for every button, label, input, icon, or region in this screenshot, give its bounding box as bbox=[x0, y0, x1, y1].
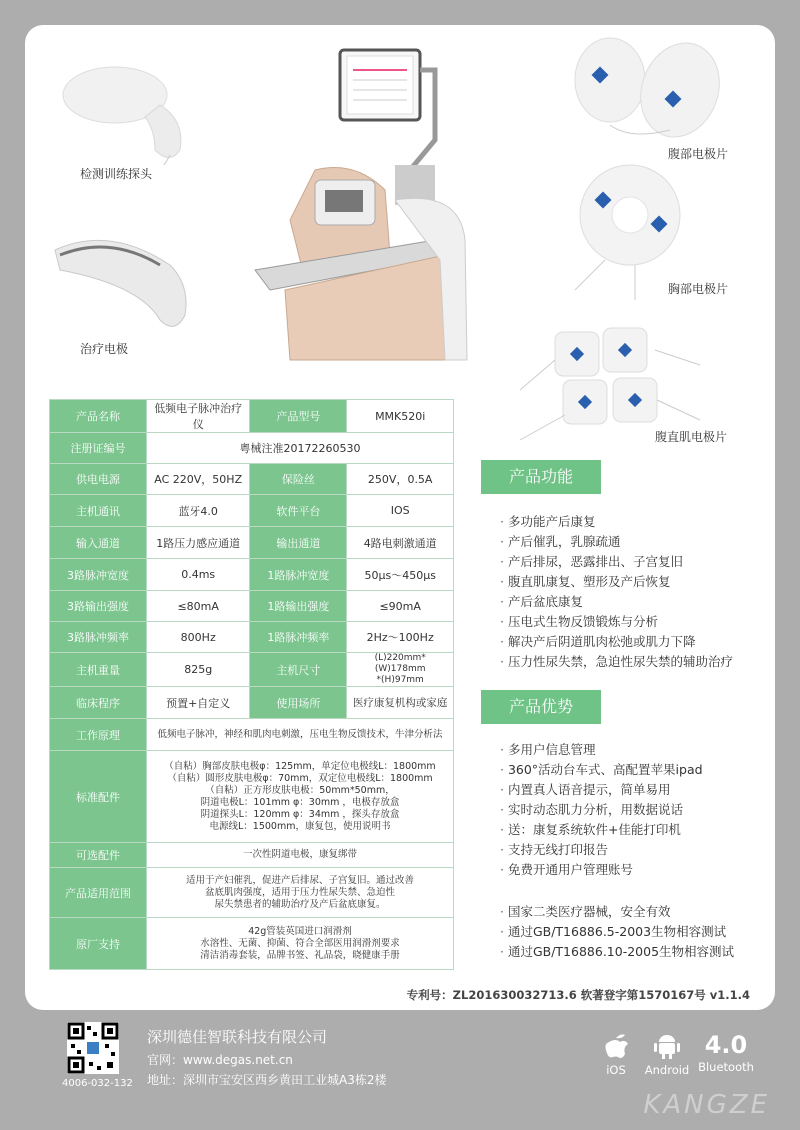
spec-value: AC 220V，50HZ bbox=[147, 464, 250, 495]
spec-label: 使用场所 bbox=[250, 687, 347, 719]
abdomen-pad-label: 腹部电极片 bbox=[668, 147, 729, 161]
list-item: · 腹直肌康复、塑形及产后恢复 bbox=[500, 572, 733, 592]
list-item: · 360°活动台车式、高配置苹果ipad bbox=[500, 760, 703, 780]
spec-value: 800Hz bbox=[147, 622, 250, 653]
list-item: · 压电式生物反馈锻炼与分析 bbox=[500, 612, 733, 632]
spec-value bbox=[147, 751, 454, 843]
address: 地址：深圳市宝安区西乡黄田工业城A3栋2楼 bbox=[147, 1073, 387, 1087]
spec-row bbox=[50, 622, 454, 653]
list-item: · 产后排尿，恶露排出、子宫复旧 bbox=[500, 552, 733, 572]
size-line: *(H)97mm bbox=[376, 675, 424, 685]
spec-label: 标准配件 bbox=[50, 751, 147, 843]
electrode-label: 治疗电极 bbox=[80, 342, 129, 356]
spec-label: 可选配件 bbox=[50, 843, 147, 868]
qr-code bbox=[67, 1022, 119, 1074]
spec-label: 原厂支持 bbox=[50, 918, 147, 970]
list-item: · 通过GB/T16886.5-2003生物相容测试 bbox=[500, 922, 734, 942]
support-line: 水溶性、无菌、抑菌、符合全部医用润滑剂要求 bbox=[200, 937, 400, 949]
spec-row bbox=[50, 918, 454, 970]
scope-line: 尿失禁患者的辅助治疗及产后盆底康复。 bbox=[214, 898, 386, 910]
spec-value: 50μs～450μs bbox=[347, 559, 454, 591]
spec-value: ≤90mA bbox=[347, 591, 454, 622]
bluetooth-label: Bluetooth bbox=[698, 1060, 754, 1074]
spec-value: ≤80mA bbox=[147, 591, 250, 622]
ios-label: iOS bbox=[606, 1063, 626, 1077]
abdomen-pads-image bbox=[570, 35, 740, 145]
list-item: · 产后催乳，乳腺疏通 bbox=[500, 532, 733, 552]
spec-value bbox=[147, 868, 454, 918]
accessory-line: 电源线L：1500mm，康复包，使用说明书 bbox=[209, 820, 391, 832]
spec-label: 产品型号 bbox=[250, 400, 347, 433]
scope-line: 盆底肌肉强度，适用于压力性尿失禁、急迫性 bbox=[204, 886, 395, 898]
spec-label: 1路脉冲频率 bbox=[250, 622, 347, 653]
android-label: Android bbox=[644, 1063, 690, 1077]
scope-line: 适用于产妇催乳，促进产后排尿、子宫复旧。通过改善 bbox=[185, 874, 414, 886]
spec-row bbox=[50, 464, 454, 495]
spec-value: MMK520i bbox=[347, 400, 454, 433]
spec-label: 3路脉冲频率 bbox=[50, 622, 147, 653]
list-item: · 压力性尿失禁，急迫性尿失禁的辅助治疗 bbox=[500, 652, 733, 672]
spec-row bbox=[50, 591, 454, 622]
apple-icon bbox=[601, 1030, 631, 1060]
spec-label: 产品适用范围 bbox=[50, 868, 147, 918]
spec-value bbox=[147, 918, 454, 970]
list-item: · 支持无线打印报告 bbox=[500, 840, 703, 860]
spec-value: 粤械注准20172260530 bbox=[147, 433, 454, 464]
spec-label: 注册证编号 bbox=[50, 433, 147, 464]
accessory-line: 阴道探头L：120mm φ：34mm ，探头存放盒 bbox=[200, 808, 400, 820]
list-item: · 解决产后阴道肌肉松弛或肌力下降 bbox=[500, 632, 733, 652]
spec-value: 0.4ms bbox=[147, 559, 250, 591]
spec-value: 1路压力感应通道 bbox=[147, 527, 250, 559]
company-name: 深圳德佳智联科技有限公司 bbox=[147, 1028, 328, 1046]
chest-pad-label: 胸部电极片 bbox=[668, 282, 729, 296]
bluetooth-icon: 4.0 bbox=[704, 1031, 748, 1059]
spec-label: 产品名称 bbox=[50, 400, 147, 433]
rectus-pads-image bbox=[515, 320, 705, 445]
spec-label: 临床程序 bbox=[50, 687, 147, 719]
accessory-line: （自粘）圆形皮肤电极φ：70mm，双定位电极线L：1800mm bbox=[167, 772, 433, 784]
spec-label: 工作原理 bbox=[50, 719, 147, 751]
features-list bbox=[500, 512, 733, 672]
spec-row bbox=[50, 653, 454, 687]
spec-value: 低频电子脉冲治疗仪 bbox=[147, 400, 250, 433]
list-item: · 送：康复系统软件+佳能打印机 bbox=[500, 820, 703, 840]
spec-value: 蓝牙4.0 bbox=[147, 495, 250, 527]
electrode-image bbox=[50, 225, 210, 340]
list-item: · 免费开通用户管理账号 bbox=[500, 860, 703, 880]
spec-label: 1路脉冲宽度 bbox=[250, 559, 347, 591]
rectus-pad-label: 腹直肌电极片 bbox=[655, 430, 728, 444]
certifications-list bbox=[500, 902, 734, 962]
support-line: 清洁消毒套装，品牌书签、礼品袋，晓健康手册 bbox=[200, 949, 400, 961]
phone-number: 4006-032-132 bbox=[62, 1078, 133, 1089]
features-title: 产品功能 bbox=[481, 460, 601, 494]
spec-label: 输入通道 bbox=[50, 527, 147, 559]
spec-label: 供电电源 bbox=[50, 464, 147, 495]
spec-row bbox=[50, 843, 454, 868]
android-icon bbox=[652, 1030, 682, 1060]
spec-label: 3路输出强度 bbox=[50, 591, 147, 622]
list-item: · 多用户信息管理 bbox=[500, 740, 703, 760]
support-line: 42g管装英国进口润滑剂 bbox=[248, 925, 352, 937]
size-line: (L)220mm*(W)178mm bbox=[374, 653, 426, 674]
spec-value: 医疗康复机构或家庭 bbox=[347, 687, 454, 719]
spec-value: 一次性阴道电极，康复绑带 bbox=[147, 843, 454, 868]
spec-label: 主机尺寸 bbox=[250, 653, 347, 687]
accessory-line: （自粘）胸部皮肤电极φ：125mm，单定位电极线L：1800mm bbox=[164, 760, 436, 772]
spec-row bbox=[50, 559, 454, 591]
spec-value: 825g bbox=[147, 653, 250, 687]
list-item: · 实时动态肌力分析，用数据说话 bbox=[500, 800, 703, 820]
list-item: · 国家二类医疗器械，安全有效 bbox=[500, 902, 734, 922]
probe-image bbox=[60, 55, 210, 165]
ios-badge bbox=[598, 1030, 634, 1077]
spec-label: 主机通讯 bbox=[50, 495, 147, 527]
advantages-list bbox=[500, 740, 703, 880]
spec-value bbox=[347, 653, 454, 687]
android-badge bbox=[644, 1030, 690, 1077]
spec-value: 250V，0.5A bbox=[347, 464, 454, 495]
spec-row bbox=[50, 527, 454, 559]
list-item: · 内置真人语音提示，简单易用 bbox=[500, 780, 703, 800]
spec-value: 预置+自定义 bbox=[147, 687, 250, 719]
advantages-title: 产品优势 bbox=[481, 690, 601, 724]
website: 官网：www.degas.net.cn bbox=[147, 1053, 293, 1067]
list-item: · 产后盆底康复 bbox=[500, 592, 733, 612]
spec-row bbox=[50, 687, 454, 719]
probe-label: 检测训练探头 bbox=[80, 167, 153, 181]
bluetooth-badge bbox=[696, 1030, 756, 1074]
spec-label: 3路脉冲宽度 bbox=[50, 559, 147, 591]
accessory-line: 阴道电极L：101mm φ：30mm ，电极存放盒 bbox=[200, 796, 400, 808]
spec-value: 低频电子脉冲，神经和肌肉电刺激，压电生物反馈技术，牛津分析法 bbox=[147, 719, 454, 751]
spec-label: 保险丝 bbox=[250, 464, 347, 495]
chest-pad-image bbox=[565, 160, 695, 300]
spec-row bbox=[50, 495, 454, 527]
spec-label: 软件平台 bbox=[250, 495, 347, 527]
spec-value: IOS bbox=[347, 495, 454, 527]
watermark-logo: KANGZE bbox=[643, 1090, 770, 1120]
list-item: · 多功能产后康复 bbox=[500, 512, 733, 532]
spec-table bbox=[49, 399, 454, 970]
device-image bbox=[245, 40, 470, 370]
spec-row bbox=[50, 751, 454, 843]
spec-row bbox=[50, 719, 454, 751]
spec-row bbox=[50, 433, 454, 464]
spec-row bbox=[50, 400, 454, 433]
spec-label: 输出通道 bbox=[250, 527, 347, 559]
spec-label: 1路输出强度 bbox=[250, 591, 347, 622]
accessory-line: （自粘）正方形皮肤电极：50mm*50mm， bbox=[205, 784, 395, 796]
spec-value: 2Hz～100Hz bbox=[347, 622, 454, 653]
patent-line: 专利号：ZL201630032713.6 软著登字第1570167号 v1.1.4 bbox=[406, 988, 750, 1002]
spec-value: 4路电刺激通道 bbox=[347, 527, 454, 559]
list-item: · 通过GB/T16886.10-2005生物相容测试 bbox=[500, 942, 734, 962]
spec-label: 主机重量 bbox=[50, 653, 147, 687]
spec-row bbox=[50, 868, 454, 918]
